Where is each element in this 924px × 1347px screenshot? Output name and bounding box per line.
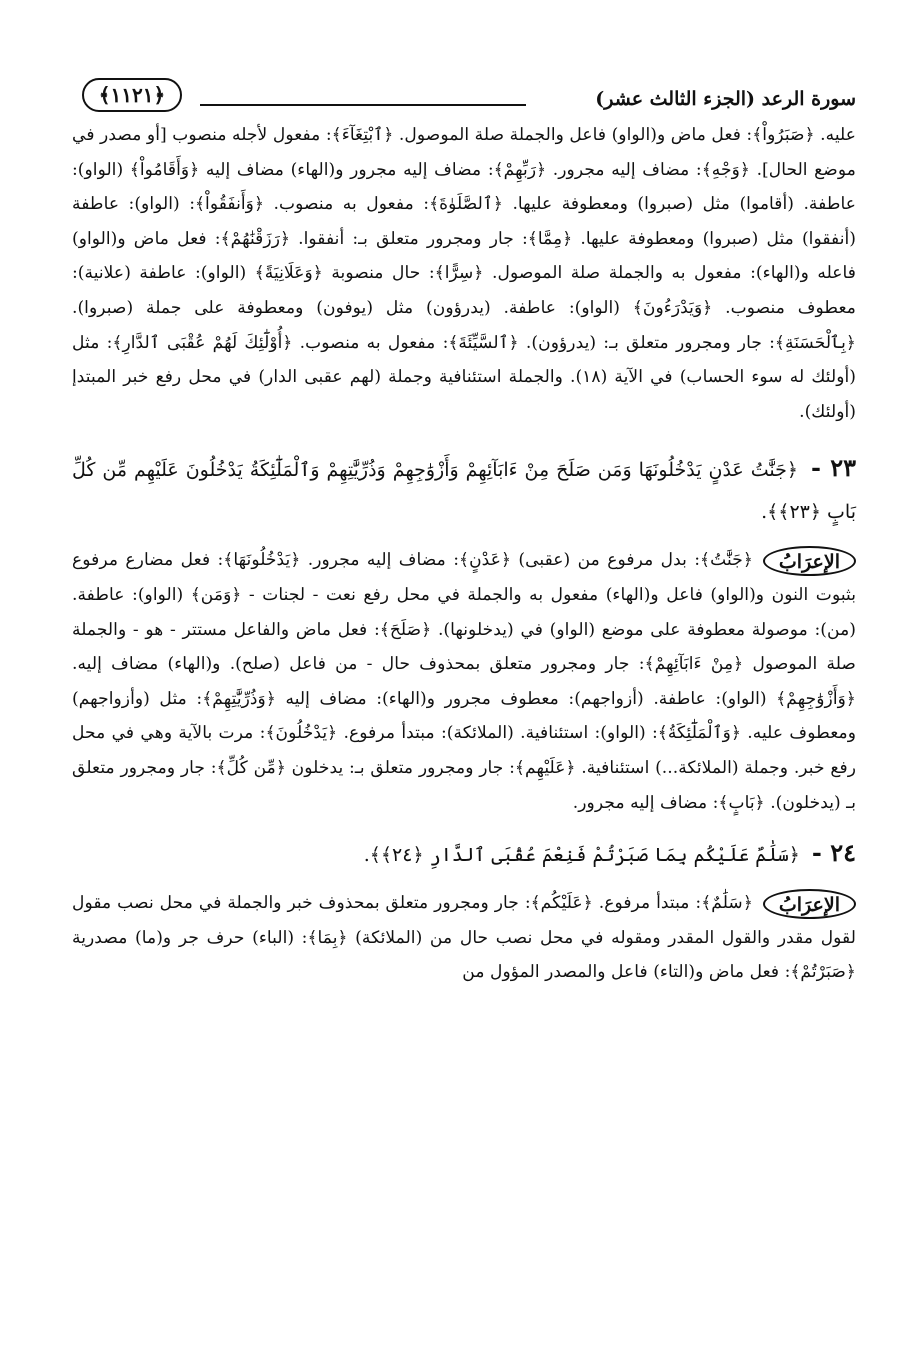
irab-section-23 xyxy=(72,543,856,820)
verse-number: ٢٤ - xyxy=(811,838,856,868)
verse-text: ﴿جَنَّٰتُ عَدْنٍ يَدْخُلُونَهَا وَمَن صَلَحَ مِنْ ءَابَآئِهِمْ وَأَزْوَٰجِهِمْ وَذُرِّيَّٰتِهِمْ وَٱلْمَلَٰٓئِكَةُ يَدْخُلُونَ عَلَيْهِم مِّن كُلِّ بَابٍ ﴿٢٣﴾﴾. xyxy=(72,459,856,524)
page-header xyxy=(72,60,856,112)
irab-text: ﴿سَلَٰمٌ﴾: مبتدأ مرفوع. ﴿عَلَيْكُم﴾: جار ومجرور متعلق بمحذوف خبر والجملة في محل نصب مقول لقول مقدر والقول المقدر ومقوله في محل نصب حال من (الملائكة) ﴿بِمَا﴾: (الباء) حرف جر و(ما) مصدرية ﴿صَبَرْتُمْ﴾: فعل ماض و(التاء) فاعل والمصدر المؤول من xyxy=(72,893,856,983)
irab-badge: الإعرَابُ xyxy=(763,546,856,576)
paragraph-verse-22-analysis: عليه. ﴿صَبَرُواْ﴾: فعل ماض و(الواو) فاعل والجملة صلة الموصول. ﴿ٱبْتِغَآءَ﴾: مفعول لأجله منصوب [أو مصدر في موضع الحال]. ﴿وَجْهِ﴾: مضاف إليه مجرور. ﴿رَبِّهِمْ﴾: مضاف إليه مجرور و(الهاء) مضاف إليه ﴿وَأَقَامُواْ﴾ (الواو): عاطفة. (أقاموا) مثل (صبروا) ومعطوفة عليها. ﴿ٱلصَّلَوٰةَ﴾: مفعول به منصوب. ﴿وَأَنفَقُواْ﴾: (الواو): عاطفة (أنفقوا) مثل (صبروا) ومعطوفة عليها. ﴿مِمَّا﴾: جار ومجرور متعلق بـ: أنفقوا. ﴿رَزَقْنَٰهُمْ﴾: فعل ماض و(الواو) فاعله و(الهاء): مفعول به والجملة صلة الموصول. ﴿سِرًّا﴾: حال منصوبة ﴿وَعَلَانِيَةً﴾ (الواو): عاطفة (علانية): معطوف منصوب. ﴿وَيَدْرَءُونَ﴾ (الواو): عاطفة. (يدرؤون) مثل (يوفون) ومعطوفة على جملة (صبروا). ﴿بِٱلْحَسَنَةِ﴾: جار ومجرور متعلق بـ: (يدرؤون). ﴿ٱلسَّيِّئَةَ﴾: مفعول به منصوب. ﴿أُوْلَٰٓئِكَ لَهُمْ عُقْبَى ٱلدَّارِ﴾: مثل (أولئك له سوء الحساب) في الآية (١٨). والجملة استئنافية وجملة (لهم عقبى الدار) في محل رفع خبر المبتدإ (أولئك). xyxy=(72,125,857,422)
verse-24 xyxy=(72,832,856,876)
verse-23 xyxy=(72,447,856,533)
verse-text: ﴿سَلَٰمٌ عَلَيْكُم بِمَا صَبَرْتُمْ فَنِعْمَ عُقْبَى ٱلدَّارِ ﴿٢٤﴾﴾. xyxy=(363,844,800,867)
running-title: سورة الرعد (الجزء الثالث عشر) xyxy=(595,88,856,110)
page xyxy=(72,60,856,990)
header-rule xyxy=(200,104,526,106)
page-number: ﴿١١٢١﴾ xyxy=(82,78,182,112)
irab-badge: الإعرَابُ xyxy=(763,889,856,919)
irab-text: ﴿جَنَّٰتُ﴾: بدل مرفوع من (عقبى) ﴿عَدْنٍ﴾: مضاف إليه مجرور. ﴿يَدْخُلُونَهَا﴾: فعل مضارع مرفوع بثبوت النون و(الواو) فاعل و(الهاء) مفعول به والجملة في محل رفع نعت - لجنات - ﴿وَمَن﴾ (الواو): عاطفة. (من): موصولة معطوفة على موضع (الواو) في (يدخلونها). ﴿صَلَحَ﴾: فعل ماض والفاعل مستتر - هو - والجملة صلة الموصول ﴿مِنْ ءَابَآئِهِمْ﴾: جار ومجرور متعلق بمحذوف حال - من فاعل (صلح). و(الهاء) مضاف إليه. ﴿وَأَزْوَٰجِهِمْ﴾ (الواو): عاطفة. (أزواجهم): معطوف مجرور و(الهاء): مضاف إليه ﴿وَذُرِّيَّٰتِهِمْ﴾: مثل (وأزواجهم) ومعطوف عليه. ﴿وَٱلْمَلَٰٓئِكَةُ﴾: (الواو): استئنافية. (الملائكة): مبتدأ مرفوع. ﴿يَدْخُلُونَ﴾: مرت بالآية وهي في محل رفع خبر. وجملة (الملائكة...) استئنافية. ﴿عَلَيْهِم﴾: جار ومجرور متعلق بـ: يدخلون ﴿مِّن كُلِّ﴾: جار ومجرور متعلق بـ (يدخلون). ﴿بَابٍ﴾: مضاف إليه مجرور. xyxy=(72,550,856,813)
verse-number: ٢٣ - xyxy=(810,453,856,483)
irab-section-24 xyxy=(72,886,856,990)
